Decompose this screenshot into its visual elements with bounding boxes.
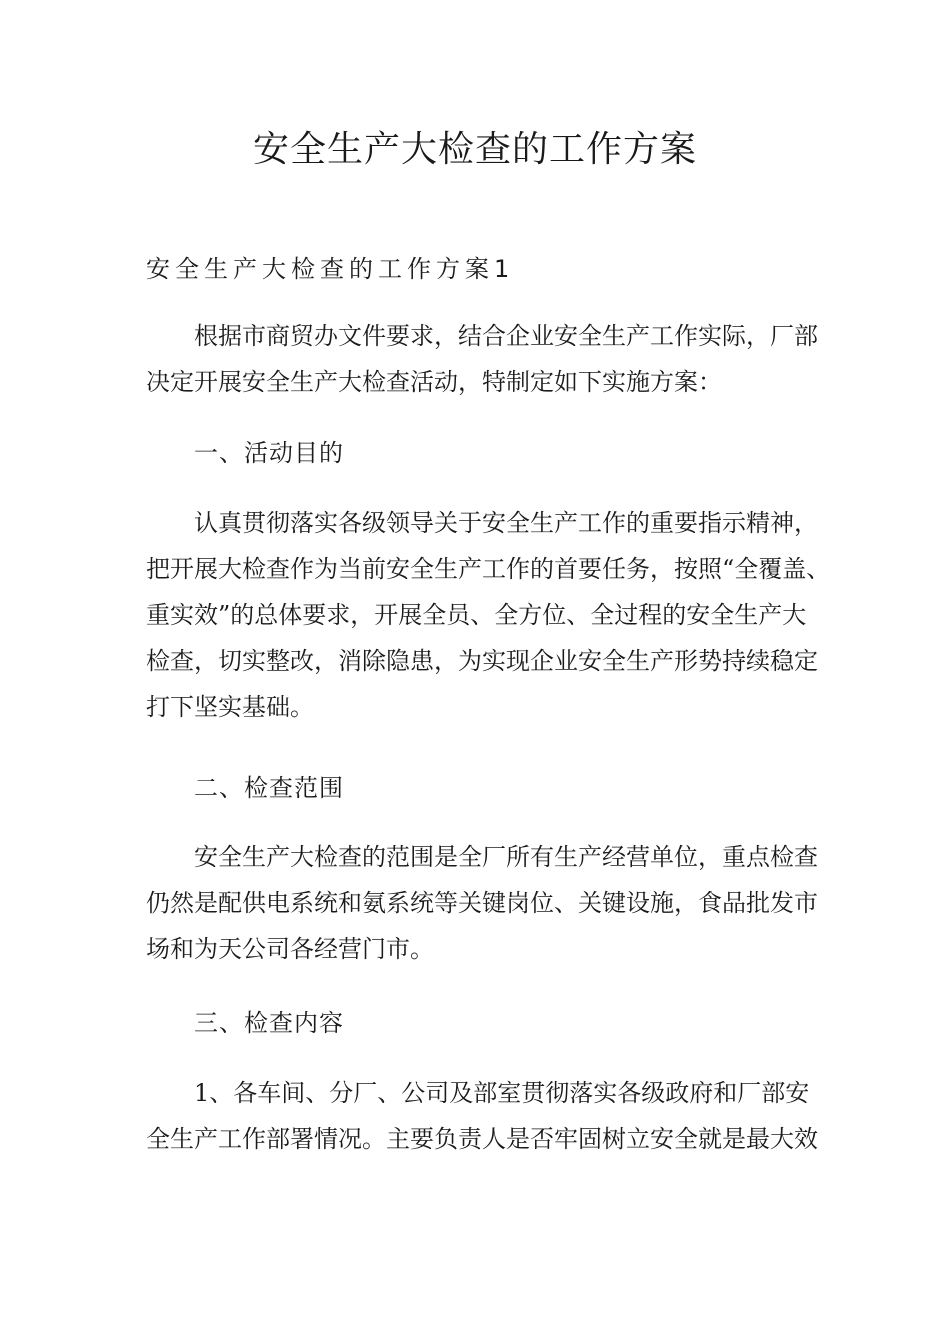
paragraph-line: 安全生产大检查的范围是全厂所有生产经营单位，重点检查: [194, 843, 818, 871]
heading-scope: 二、检查范围: [194, 774, 344, 802]
paragraph-line: 认真贯彻落实各级领导关于安全生产工作的重要指示精神，: [194, 509, 818, 537]
content-paragraph: [146, 1070, 818, 1162]
purpose-paragraph: [146, 500, 831, 730]
document-title: 安全生产大检查的工作方案: [252, 129, 697, 170]
paragraph-line: 把开展大检查作为当前安全生产工作的首要任务，按照“全覆盖、: [146, 555, 831, 583]
paragraph-line: 重实效”的总体要求，开展全员、全方位、全过程的安全生产大: [146, 601, 807, 629]
scope-paragraph: [146, 834, 818, 972]
heading-purpose: 一、活动目的: [194, 439, 344, 467]
paragraph-line: 根据市商贸办文件要求，结合企业安全生产工作实际，厂部: [194, 322, 818, 350]
paragraph-line: 决定开展安全生产大检查活动，特制定如下实施方案：: [146, 368, 722, 396]
paragraph-line: 1、各车间、分厂、公司及部室贯彻落实各级政府和厂部安: [194, 1079, 810, 1107]
paragraph-line: 检查，切实整改，消除隐患，为实现企业安全生产形势持续稳定: [146, 647, 818, 675]
paragraph-line: 场和为天公司各经营门市。: [146, 935, 434, 963]
paragraph-line: 仍然是配供电系统和氨系统等关键岗位、关键设施，食品批发市: [146, 889, 818, 917]
section-heading: 安全生产大检查的工作方案1: [146, 255, 515, 283]
paragraph-line: 打下坚实基础。: [146, 693, 314, 721]
heading-content: 三、检查内容: [194, 1009, 344, 1037]
intro-paragraph: [146, 313, 818, 405]
paragraph-line: 全生产工作部署情况。主要负责人是否牢固树立安全就是最大效: [146, 1125, 818, 1153]
